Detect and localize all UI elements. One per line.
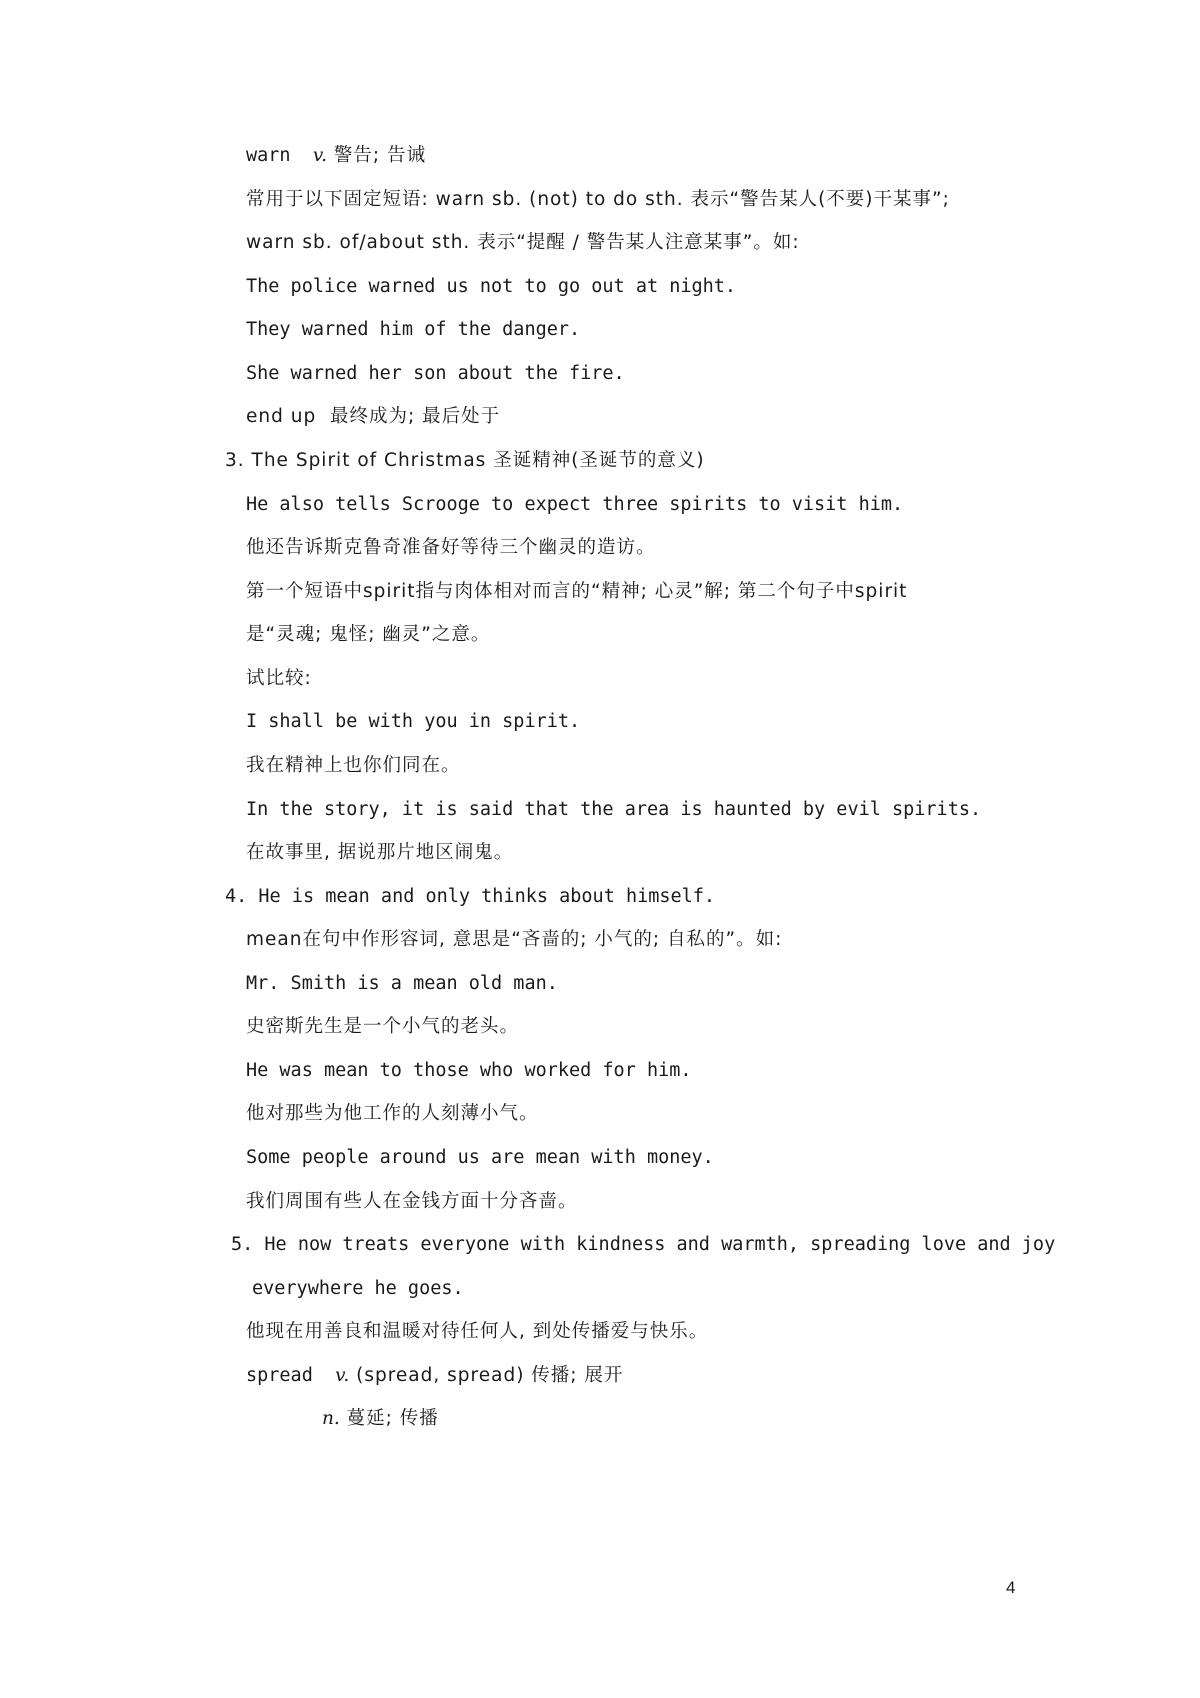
example-sentence: He was mean to those who worked for him. (246, 1060, 692, 1081)
translation: 他对那些为他工作的人刻薄小气。 (246, 1103, 539, 1124)
section-heading-continued: everywhere he goes. (252, 1278, 464, 1299)
example-sentence: In the story, it is said that the area is haunted by evil spirits. (246, 799, 982, 820)
spread-heading (246, 1363, 623, 1389)
translation: 在故事里, 据说那片地区闹鬼。 (246, 842, 514, 863)
part-of-speech: v. (335, 1365, 350, 1386)
spread-noun-definition (322, 1406, 439, 1432)
page-number: 4 (1006, 1578, 1016, 1597)
warn-heading (246, 143, 426, 169)
translation: 史密斯先生是一个小气的老头。 (246, 1016, 520, 1037)
term: warn (246, 145, 313, 166)
part-of-speech: v. (312, 145, 327, 166)
text-line: 是“灵魂; 鬼怪; 幽灵”之意。 (246, 624, 491, 645)
example-sentence: They warned him of the danger. (246, 319, 581, 340)
example-sentence: She warned her son about the fire. (246, 363, 625, 384)
section-heading: 3. The Spirit of Christmas 圣诞精神(圣诞节的意义) (225, 450, 705, 471)
translation: 我们周围有些人在金钱方面十分吝啬。 (246, 1191, 578, 1212)
phrase-heading: end up 最终成为; 最后处于 (246, 406, 501, 427)
term: spread (246, 1365, 336, 1386)
example-sentence: I shall be with you in spirit. (246, 711, 581, 732)
section-heading: 4. He is mean and only thinks about himself. (225, 886, 716, 907)
translation: 他还告诉斯克鲁奇准备好等待三个幽灵的造访。 (246, 537, 656, 558)
example-sentence: The police warned us not to go out at night. (246, 276, 737, 297)
text-line: 试比较: (246, 668, 312, 689)
definition: 警告; 告诫 (326, 145, 426, 166)
translation: 我在精神上也你们同在。 (246, 755, 461, 776)
text-line: warn sb. of/about sth. 表示“提醒 / 警告某人注意某事”。如: (246, 232, 800, 253)
text-line: 第一个短语中spirit指与肉体相对而言的“精神; 心灵”解; 第二个句子中spirit (246, 581, 908, 602)
definition: 蔓延; 传播 (339, 1408, 439, 1429)
definition: (spread, spread) 传播; 展开 (349, 1365, 624, 1386)
example-sentence: Mr. Smith is a mean old man. (246, 973, 558, 994)
example-sentence: He also tells Scrooge to expect three spirits to visit him. (246, 494, 904, 515)
section-heading: 5. He now treats everyone with kindness and warmth, spreading love and joy (231, 1234, 1056, 1255)
text-line: 常用于以下固定短语: warn sb. (not) to do sth. 表示“警告某人(不要)干某事”; (246, 189, 950, 210)
translation: 他现在用善良和温暖对待任何人, 到处传播爱与快乐。 (246, 1321, 709, 1342)
text-line: mean在句中作形容词, 意思是“吝啬的; 小气的; 自私的”。如: (246, 929, 783, 950)
example-sentence: Some people around us are mean with money. (246, 1147, 714, 1168)
part-of-speech: n. (322, 1408, 340, 1429)
